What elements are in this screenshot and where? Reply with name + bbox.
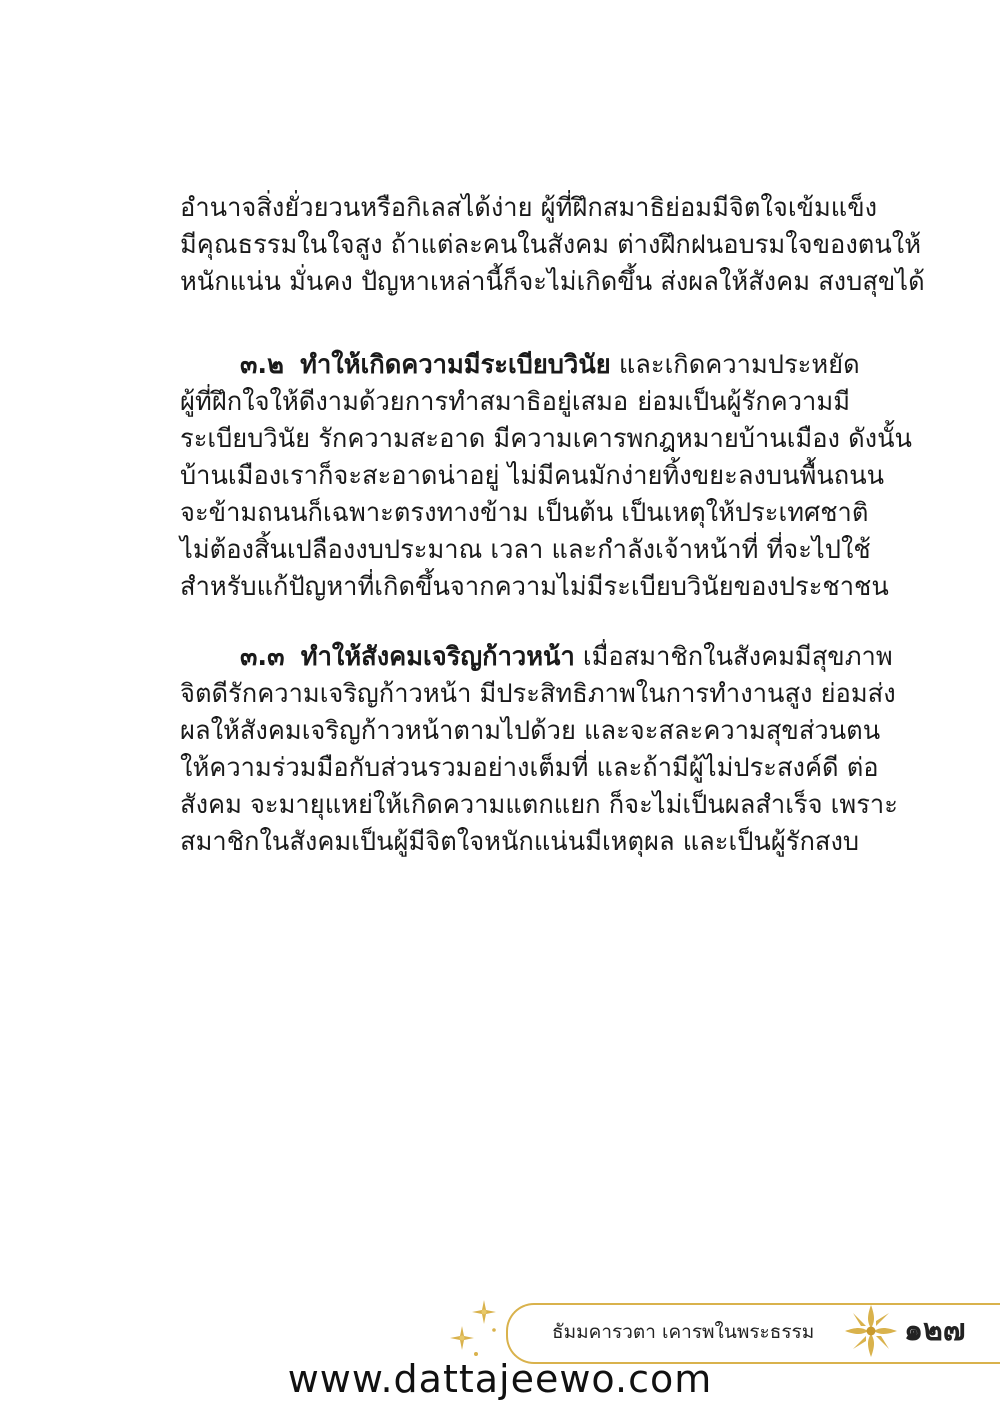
paragraph-2 bbox=[180, 347, 912, 606]
section-number-3-3: ๓.๓ bbox=[240, 642, 285, 672]
paragraph-2-line-1: ผู้ที่ฝึกใจให้ดีงามด้วยการทำสมาธิอยู่เสมอ ย่อมเป็นผู้รักความมี bbox=[180, 387, 850, 417]
sparkle-ornament-icon bbox=[446, 1296, 506, 1360]
section-heading-progress: ทำให้สังคมเจริญก้าวหน้า bbox=[300, 642, 575, 672]
paragraph-2-first-line-rest: และเกิดความประหยัด bbox=[618, 350, 860, 380]
paragraph-1 bbox=[180, 190, 925, 301]
paragraph-2-line-4: จะข้ามถนนก็เฉพาะตรงทางข้าม เป็นต้น เป็นเหตุให้ประเทศชาติ bbox=[180, 498, 869, 528]
paragraph-3-first-line-rest: เมื่อสมาชิกในสังคมมีสุขภาพ bbox=[582, 642, 893, 672]
website-watermark: www.dattajeewo.com bbox=[287, 1357, 713, 1401]
paragraph-3-first-line bbox=[180, 639, 893, 676]
paragraph-2-first-line bbox=[180, 347, 860, 384]
paragraph-3-line-1: จิตดีรักความเจริญก้าวหน้า มีประสิทธิภาพในการทำงานสูง ย่อมส่ง bbox=[180, 679, 896, 709]
book-title: ธัมมคารวตา เคารพในพระธรรม bbox=[552, 1321, 815, 1343]
paragraph-1-line-3: หนักแน่น มั่นคง ปัญหาเหล่านี้ก็จะไม่เกิดขึ้น ส่งผลให้สังคม สงบสุขได้ bbox=[180, 267, 925, 297]
paragraph-3-line-5: สมาชิกในสังคมเป็นผู้มีจิตใจหนักแน่นมีเหตุผล และเป็นผู้รักสงบ bbox=[180, 827, 860, 857]
section-number-3-2: ๓.๒ bbox=[240, 350, 284, 380]
flower-ornament-icon bbox=[842, 1302, 900, 1360]
paragraph-3-line-3: ให้ความร่วมมือกับส่วนรวมอย่างเต็มที่ และถ้ามีผู้ไม่ประสงค์ดี ต่อ bbox=[180, 753, 879, 783]
paragraph-2-line-3: บ้านเมืองเราก็จะสะอาดน่าอยู่ ไม่มีคนมักง่ายทิ้งขยะลงบนพื้นถนน bbox=[180, 461, 885, 491]
paragraph-2-line-2: ระเบียบวินัย รักความสะอาด มีความเคารพกฎหมายบ้านเมือง ดังนั้น bbox=[180, 424, 912, 454]
paragraph-3 bbox=[180, 639, 898, 861]
paragraph-3-line-4: สังคม จะมายุแหย่ให้เกิดความแตกแยก ก็จะไม่เป็นผลสำเร็จ เพราะ bbox=[180, 790, 898, 820]
paragraph-2-line-6: สำหรับแก้ปัญหาที่เกิดขึ้นจากความไม่มีระเบียบวินัยของประชาชน bbox=[180, 572, 889, 602]
paragraph-3-line-2: ผลให้สังคมเจริญก้าวหน้าตามไปด้วย และจะสละความสุขส่วนตน bbox=[180, 716, 881, 746]
paragraph-1-line-1: อำนาจสิ่งยั่วยวนหรือกิเลสได้ง่าย ผู้ที่ฝึกสมาธิย่อมมีจิตใจเข้มแข็ง bbox=[180, 193, 878, 223]
page-number: ๑๒๗ bbox=[904, 1313, 966, 1348]
paragraph-1-line-2: มีคุณธรรมในใจสูง ถ้าแต่ละคนในสังคม ต่างฝึกฝนอบรมใจของตนให้ bbox=[180, 230, 922, 260]
section-heading-discipline: ทำให้เกิดความมีระเบียบวินัย bbox=[300, 350, 611, 380]
paragraph-2-line-5: ไม่ต้องสิ้นเปลืองงบประมาณ เวลา และกำลังเจ้าหน้าที่ ที่จะไปใช้ bbox=[180, 535, 871, 565]
